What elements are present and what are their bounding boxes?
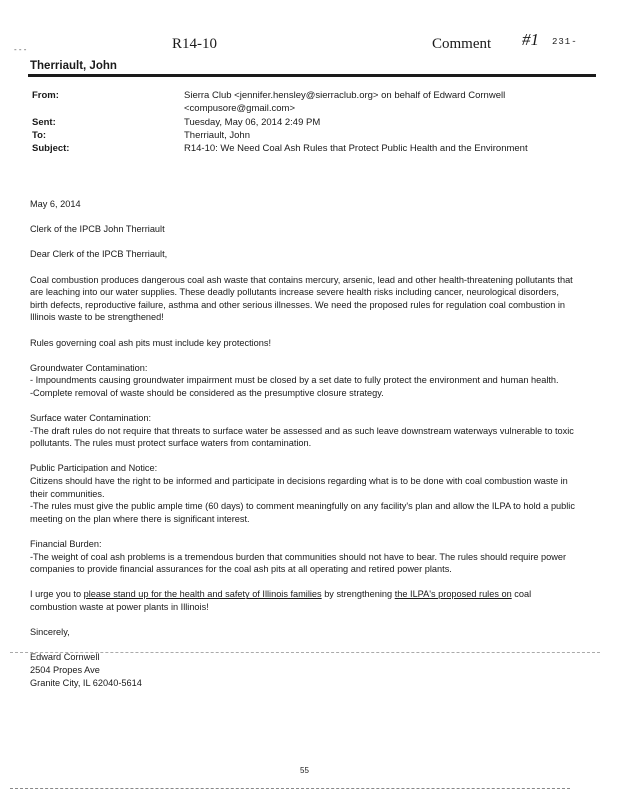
closing-emphasis: please stand up for the health and safety of Illinois families: [83, 589, 322, 600]
to-label: To:: [32, 130, 47, 141]
letter-addressee: Clerk of the IPCB John Therriault: [30, 224, 165, 235]
from-label: From:: [32, 90, 59, 101]
letter-body: [30, 198, 578, 689]
subject-value: R14-10: We Need Coal Ash Rules that Protect Public Health and the Environment: [184, 143, 528, 154]
section-heading: Groundwater Contamination:: [30, 362, 148, 373]
section-heading: Public Participation and Notice:: [30, 463, 158, 474]
letter-intro: Coal combustion produces dangerous coal ash waste that contains mercury, arsenic, lead and other health-threatening pollutants that are leaching into our water supplies. These deadly pollutants increase severe health risks including cancer, neurological disorders, birth defects, reproductive failure, asthma and other serious illnesses. We need the proposed rules for regulation coal combustion in Illinois waste to be strengthened!: [30, 274, 573, 323]
document-number: R14-10: [172, 36, 217, 52]
comment-label: Comment: [432, 36, 492, 52]
section-line: -The rules must give the public ample time (60 days) to comment meaningfully on any facility's plan and allow the ILPA to hold a public meeting on the plan where there is significant interest.: [30, 501, 575, 524]
subject-label: Subject:: [32, 143, 70, 154]
footer-dash-line: [10, 788, 570, 789]
closing-text: by strengthening: [321, 589, 395, 600]
page-number: 231-: [552, 37, 578, 47]
section-heading: Surface water Contamination:: [30, 413, 152, 424]
signoff: Sincerely,: [30, 627, 70, 638]
closing-emphasis: the ILPA's proposed rules on: [394, 589, 512, 600]
signature-name: Edward Cornwell: [30, 652, 100, 663]
closing-text: coal combustion waste at power plants in Illinois!: [30, 589, 532, 612]
section-heading: Financial Burden:: [30, 539, 102, 550]
letter-salutation: Dear Clerk of the IPCB Therriault,: [30, 249, 168, 260]
signature-street: 2504 Propes Ave: [30, 664, 100, 675]
section-line: -The weight of coal ash problems is a tremendous burden that communities should not have to bear. The rules should require power companies to provide financial assurances for the coal ash pits at all operating and retired power plants.: [30, 551, 567, 575]
top-margin-dash: - - -: [14, 45, 27, 54]
sent-label: Sent:: [32, 117, 56, 128]
header-rule: [28, 74, 596, 77]
section-line: -Complete removal of waste should be considered as the presumptive closure strategy.: [30, 387, 384, 398]
section-line: Citizens should have the right to be informed and participate in decisions regarding what is to be done with coal combustion waste in their communities.: [30, 476, 568, 499]
recipient-name: Therriault, John: [30, 60, 117, 72]
margin-dash-line: [10, 652, 600, 653]
closing-text: I urge you to: [30, 589, 84, 600]
closing-paragraph: [30, 588, 578, 613]
footer-page-marker: 55: [300, 766, 309, 775]
from-value: Sierra Club <jennifer.hensley@sierraclub.org> on behalf of Edward Cornwell: [184, 90, 506, 101]
section-line: -The draft rules do not require that threats to surface water be assessed and as such leave downstream waterways vulnerable to toxic pollutants. The rules must protect surface waters from contamination.: [30, 425, 574, 449]
section-line: - Impoundments causing groundwater impairment must be closed by a set date to fully protect the environment and human health.: [30, 375, 559, 386]
sent-value: Tuesday, May 06, 2014 2:49 PM: [184, 117, 321, 128]
to-value: Therriault, John: [184, 130, 251, 141]
from-value-email: <compusore@gmail.com>: [184, 103, 296, 114]
letter-date: May 6, 2014: [30, 199, 81, 209]
signature-city: Granite City, IL 62040-5614: [30, 677, 142, 688]
rules-intro: Rules governing coal ash pits must include key protections!: [30, 337, 272, 348]
comment-number: #1: [522, 30, 539, 49]
